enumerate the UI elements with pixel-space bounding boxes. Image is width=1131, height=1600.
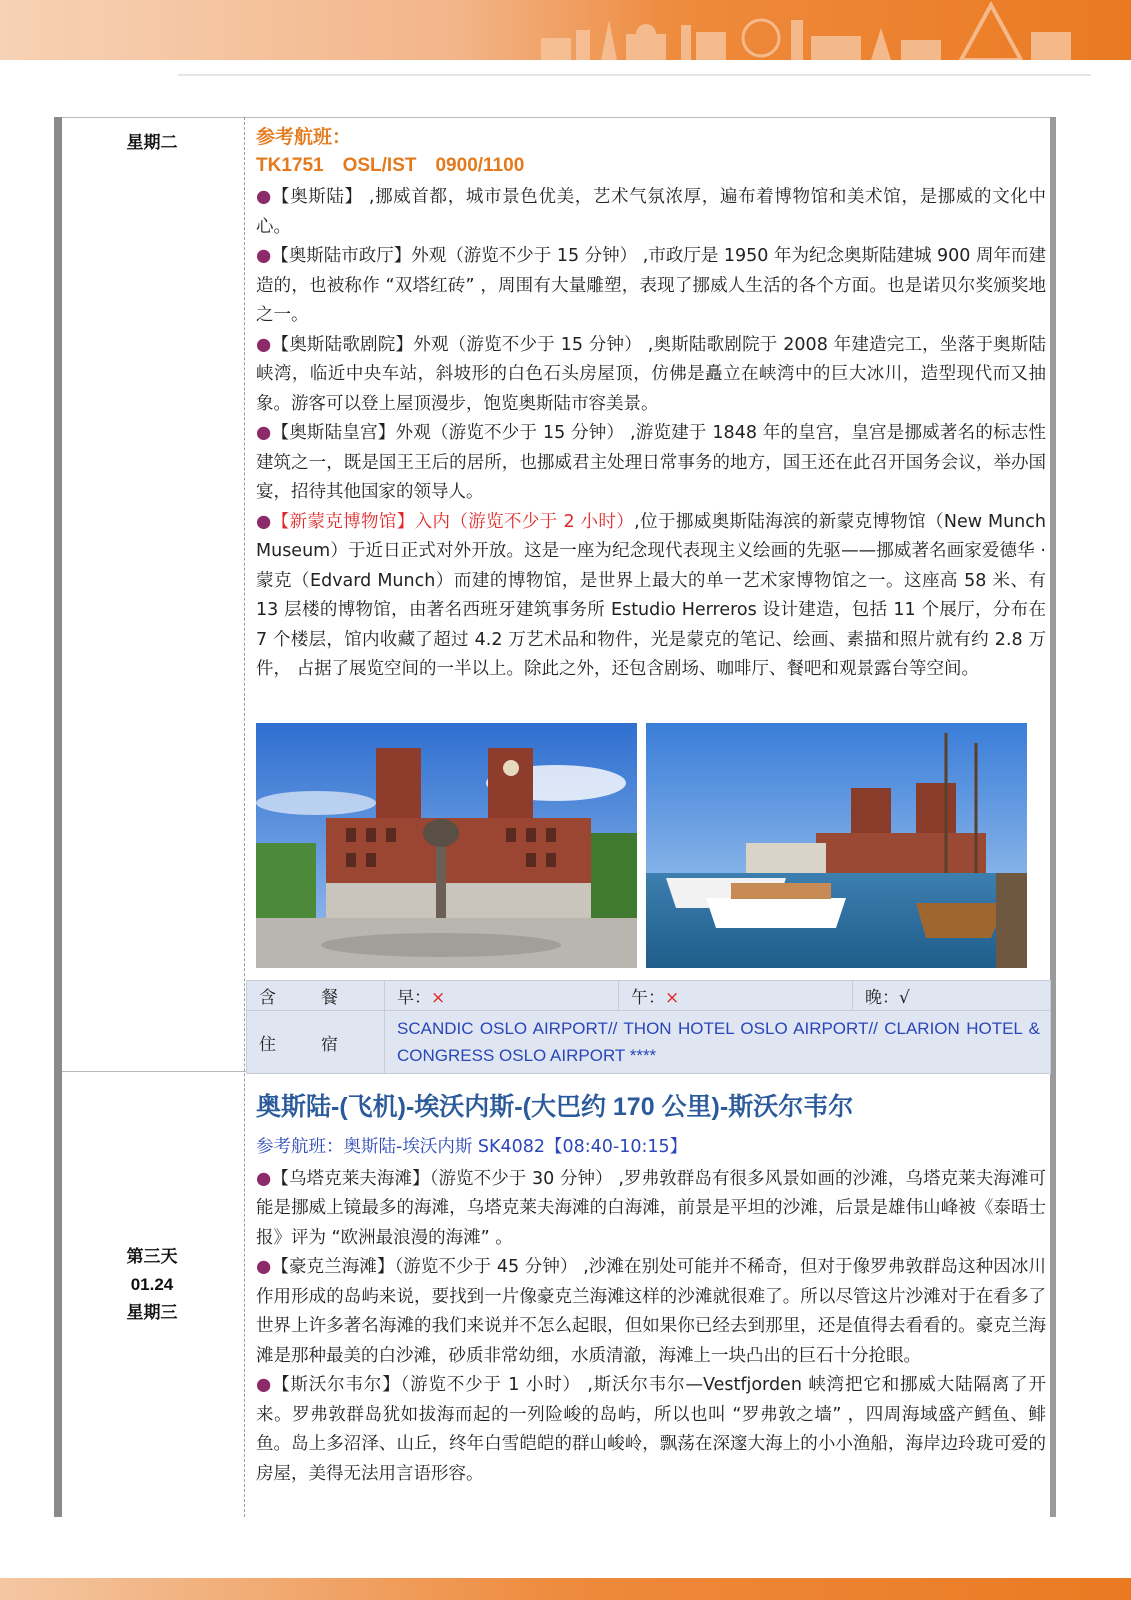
attraction-title: 【新蒙克博物馆】入内（游览不少于 2 小时） — [271, 511, 635, 532]
bullet-icon: ● — [256, 423, 272, 443]
attraction-munch-museum — [256, 508, 1046, 685]
attraction-title: 【乌塔克莱夫海滩】（游览不少于 30 分钟） — [271, 1168, 613, 1189]
dinner-label: 晚： — [865, 988, 899, 1008]
attraction-title: 【斯沃尔韦尔】（游览不少于 1 小时） — [272, 1375, 581, 1395]
attraction-svolvaer — [256, 1371, 1046, 1489]
header-rule — [178, 74, 1091, 76]
bullet-icon: ● — [256, 187, 272, 207]
table-top-border — [62, 117, 1050, 118]
bullet-icon: ● — [256, 1257, 272, 1277]
day2-weekday: 星期二 — [126, 133, 178, 152]
day3-weekday: 星期三 — [126, 1303, 178, 1322]
day3-day: 第三天 — [126, 1247, 178, 1266]
attraction-text: ,奥斯陆歌剧院于 2008 年建造完工，坐落于奥斯陆峡湾，临近中央车站，斜坡形的白色石头房屋顶，仿佛是矗立在峡湾中的巨大冰川，造型现代而又抽象。游客可以登上屋顶漫步，饱览奥斯陆市容美景。 — [256, 334, 1046, 414]
attraction-utakleiv-beach — [256, 1165, 1046, 1254]
bullet-icon: ● — [256, 1375, 273, 1395]
attraction-text: ,游览建于 1848 年的皇宫，皇宫是挪威著名的标志性建筑之一，既是国王王后的居所，也挪威君主处理日常事务的地方，国王还在此召开国务会议，举办国宴，招待其他国家的领导人。 — [256, 423, 1046, 502]
table-column-divider — [244, 117, 245, 1517]
dinner-cell — [853, 981, 1051, 1011]
header-banner — [0, 0, 1131, 60]
lunch-value: × — [665, 988, 680, 1008]
day3-label — [62, 1243, 242, 1327]
harbor-photo — [646, 723, 1027, 968]
bullet-icon: ● — [256, 246, 272, 266]
attraction-opera-house — [256, 331, 1046, 420]
day3-title: 奥斯陆-(飞机)-埃沃内斯-(大巴约 170 公里)-斯沃尔韦尔 — [256, 1093, 854, 1121]
bullet-icon: ● — [256, 334, 272, 355]
lunch-label: 午： — [631, 988, 665, 1008]
attraction-text: ,罗弗敦群岛有很多风景如画的沙滩，乌塔克莱夫海滩可能是挪威上镜最多的海滩，乌塔克莱夫海滩的白海滩，前景是平坦的沙滩，后景是雄伟山峰被《泰晤士报》评为 “欧洲最浪漫的海滩” 。 — [256, 1168, 1046, 1248]
lunch-cell — [619, 981, 853, 1011]
city-skyline-decoration — [531, 0, 1091, 60]
hotel-names: SCANDIC OSLO AIRPORT// THON HOTEL OSLO AIRPORT// CLARION HOTEL & CONGRESS OSLO AIRPORT **** — [385, 1011, 1051, 1074]
hotel-label: 住 宿 — [247, 1011, 385, 1074]
attraction-text: ,挪威首都，城市景色优美，艺术气氛浓厚，遍布着博物馆和美术馆，是挪威的文化中心。 — [256, 187, 1046, 237]
meals-hotel-table — [246, 980, 1051, 1074]
breakfast-label: 早： — [397, 988, 431, 1008]
attraction-title: 【奥斯陆】 — [271, 187, 363, 207]
attraction-text: ,沙滩在别处可能并不稀奇，但对于像罗弗敦群岛这种因冰川作用形成的岛屿来说，要找到一片像豪克兰海滩这样的沙滩就很难了。所以尽管这片沙滩对于在看多了世界上许多著名海滩的我们来说并不怎么起眼，但如果你已经去到那里，还是值得去看看的。豪克兰海滩是那种最美的白沙滩，砂质非常幼细，水质清澈，海滩上一块凸出的巨石十分抢眼。 — [256, 1257, 1046, 1366]
attraction-title: 【豪克兰海滩】（游览不少于 45 分钟） — [271, 1257, 578, 1277]
day3-flight-ref: 参考航班：奥斯陆-埃沃内斯 SK4082【08:40-10:15】 — [256, 1137, 688, 1157]
attraction-text: ,市政厅是 1950 年为纪念奥斯陆建城 900 周年而建造的，也被称作 “双塔红砖” ，周围有大量雕塑，表现了挪威人生活的各个方面。也是诺贝尔奖颁奖地之一。 — [256, 246, 1047, 325]
attraction-title: 【奥斯陆歌剧院】外观（游览不少于 15 分钟） — [271, 334, 642, 355]
table-left-border — [54, 117, 62, 1517]
bullet-icon: ● — [256, 1168, 272, 1189]
attraction-royal-palace — [256, 419, 1046, 508]
breakfast-cell — [385, 981, 619, 1011]
attraction-text: ,斯沃尔韦尔—Vestfjorden 峡湾把它和挪威大陆隔离了开来。罗弗敦群岛犹如拔海而起的一列险峻的岛屿，所以也叫 “罗弗敦之墙” ，四周海域盛产鳕鱼、鲱鱼。岛上多沼泽、山丘，终年白雪皑皑的群山峻岭，飘荡在深邃大海上的小小渔船，海岸边玲珑可爱的房屋，美得无法用言语形容。 — [256, 1375, 1046, 1484]
attraction-title: 【奥斯陆市政厅】外观（游览不少于 15 分钟） — [271, 246, 638, 266]
city-hall-photo — [256, 723, 637, 968]
attraction-oslo — [256, 183, 1046, 242]
day2-flight-info: TK1751 OSL/IST 0900/1100 — [256, 155, 525, 176]
day3-date: 01.24 — [130, 1275, 174, 1294]
attraction-haukland-beach — [256, 1253, 1046, 1371]
day2-content — [256, 124, 1046, 685]
attraction-title: 【奥斯陆皇宫】外观（游览不少于 15 分钟） — [271, 423, 625, 443]
breakfast-value: × — [431, 988, 446, 1008]
table-right-border — [1050, 117, 1056, 1517]
footer-banner — [0, 1578, 1131, 1600]
dinner-value: √ — [899, 988, 910, 1008]
bullet-icon: ● — [256, 511, 272, 532]
attraction-city-hall — [256, 242, 1046, 331]
day2-flight-label: 参考航班： — [256, 127, 352, 148]
meals-label: 含 餐 — [247, 981, 385, 1011]
day3-content — [256, 1133, 1046, 1489]
attraction-text: ,位于挪威奥斯陆海滨的新蒙克博物馆（New Munch Museum）于近日正式对外开放。这是一座为纪念现代表现主义绘画的先驱——挪威著名画家爱德华 ·蒙克（Edvard Munch）而建的博物馆，是世界上最大的单一艺术家博物馆之一。这座高 58 米、有 13 层楼的博物馆，由著名西班牙建筑事务所 Estudio Herreros 设计建造，包括 11 个展厅，分布在 7 个楼层，馆内收藏了超过 4.2 万艺术品和物件，光是蒙克的笔记、绘画、素描和照片就有约 2.8 万件， 占据了展览空间的一半以上。除此之外，还包含剧场、咖啡厅、餐吧和观景露台等空间。 — [256, 511, 1046, 679]
